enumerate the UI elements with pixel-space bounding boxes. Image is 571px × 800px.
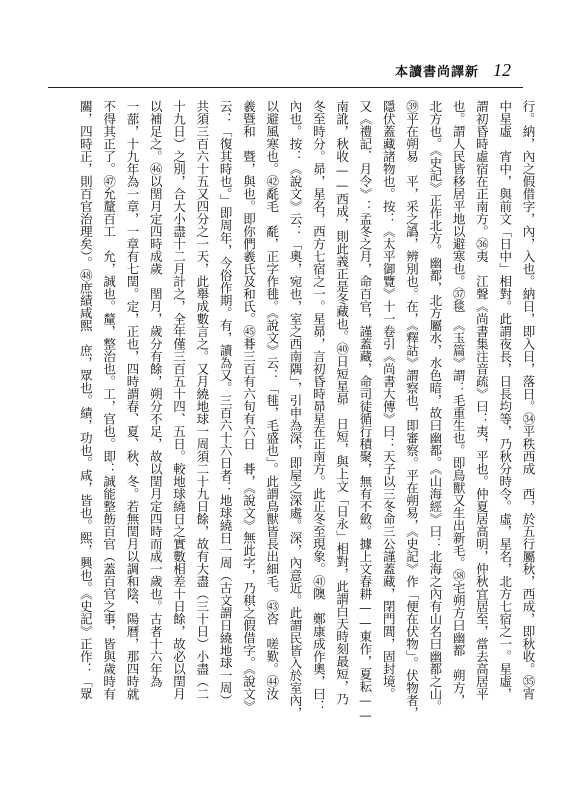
text-column: 行。納，內之假借字，內，入也。納日，即入日，落日。㉞平秩西成 西，於五行屬秋，西成，即秋收。㉟宵	[521, 100, 536, 700]
header-rule	[48, 87, 523, 88]
text-body	[40, 100, 537, 765]
text-column: 羲暨和 暨，與也。即你們羲氏及和氏。㊺朞三百有六旬有六日 朞，《說文》無此字，乃稘之假借字。《說文》	[241, 100, 257, 713]
text-column: ㊴平在朔易 平，采之譌，辨別也。在，《釋詁》謂察也，即審察。平在朔易，《史記》作「便在伏物」。伏物者，	[404, 100, 420, 719]
text-column: 一蔀，十九年為一章，一章有七閏。定，正也，四時謂春、夏、秋、冬。若無閏月以調和陰、陽曆，那四時就	[124, 100, 140, 700]
text-column: 云：「復其時也。」即周年，今俗作期。有，讀為又。三百六十六日者：地球繞日一周（古文謂日繞地球一周）	[218, 100, 234, 707]
text-column: 內也。按：《說文》云：「奧，宛也，室之西南隅」，引申為深，即屋之深處。深，內意近。此謂民皆入於室內，	[288, 100, 304, 719]
text-column: 冬至時分。昴，星名，西方七宿之一。星昴，言初昏時昴星在正南方。此正冬至現象。㊶隩 鄭康成作奧，曰：	[311, 100, 327, 713]
text-column: 南訛，秋收——西成，則此義正是冬藏也。㊵日短星昴 日短，與上文「日永」相對，此謂白天時刻最短，乃	[334, 100, 350, 705]
text-column: 中星虛 宵中，與前文「日中」相對。此謂夜長，日長均等，乃秋分時令。虛，星名，北方七宿之一。星虛，	[497, 100, 513, 700]
text-column: 以避風寒也。㊷氄毛 氄，正字作毴。《說文》云：「毴，毛盛也」。此謂鳥獸皆長出細毛。㊸咨 嗟歎。㊹汝	[264, 100, 280, 700]
text-column: 十九日）之別，合大小盡十二月計之，全年僅三百五十四、五日。較地球繞日之實數相差十日餘，故必以閏月	[171, 100, 187, 700]
running-title: 本讀書尚譯新	[394, 65, 479, 80]
page-number: 12	[493, 60, 511, 80]
text-column: 不得其正了。㊼允釐百工 允，誠也。釐，整治也。工，官也。即：誠能整飭百官（蓋百官之事，皆與歲時有	[101, 100, 117, 700]
text-column: 關，四時正，則百官治理矣）。㊽庶績咸熙 庶，眾也。績，功也。咸，皆也。熙，興也。《史記》正作：「眾	[78, 100, 94, 700]
text-column: 以補足之。㊻以閏月定四時成歲 閏月，歲分有餘，朔分不足，故以閏月定四時而成一歲也。古者十六年為	[148, 100, 164, 688]
text-column: 隱伏蓋藏諸物也。按：《太平御覽》十一卷引《尚書大傳》曰：天子以三冬命三公謹蓋藏，閉門閭，固封境。	[381, 100, 397, 700]
text-column: 謂初昏時虛宿在正南方。㊱夷 江聲《尚書集注音疏》曰：夷，平也。仲夏居高明，仲秋宜居至，當去高居平	[474, 100, 490, 700]
text-column: 又《禮記．月令》：孟冬之月，命百官，謹蓋藏，命司徒循行積聚，無有不斂。據上文春耕——東作，夏耘——	[357, 100, 373, 723]
page-header	[395, 60, 511, 81]
text-column: 也。謂人民皆移居平地以避寒也。㊲毯 《玉篇》謂：毛重生也。即鳥獸又生出新毛。㊳宅朔方曰幽都 朔方，	[451, 100, 467, 707]
text-column: 北方也。《史記》正作北方。幽都，北方屬水，水色暗，故曰幽都。《山海經》曰：北海之內有山名曰幽都之山。	[427, 100, 443, 713]
text-column: 共須三百六十五又四分之一天，此舉成數言之。又月繞地球一周須二十九日餘，故有大盡（三十日）小盡（二	[194, 100, 210, 700]
